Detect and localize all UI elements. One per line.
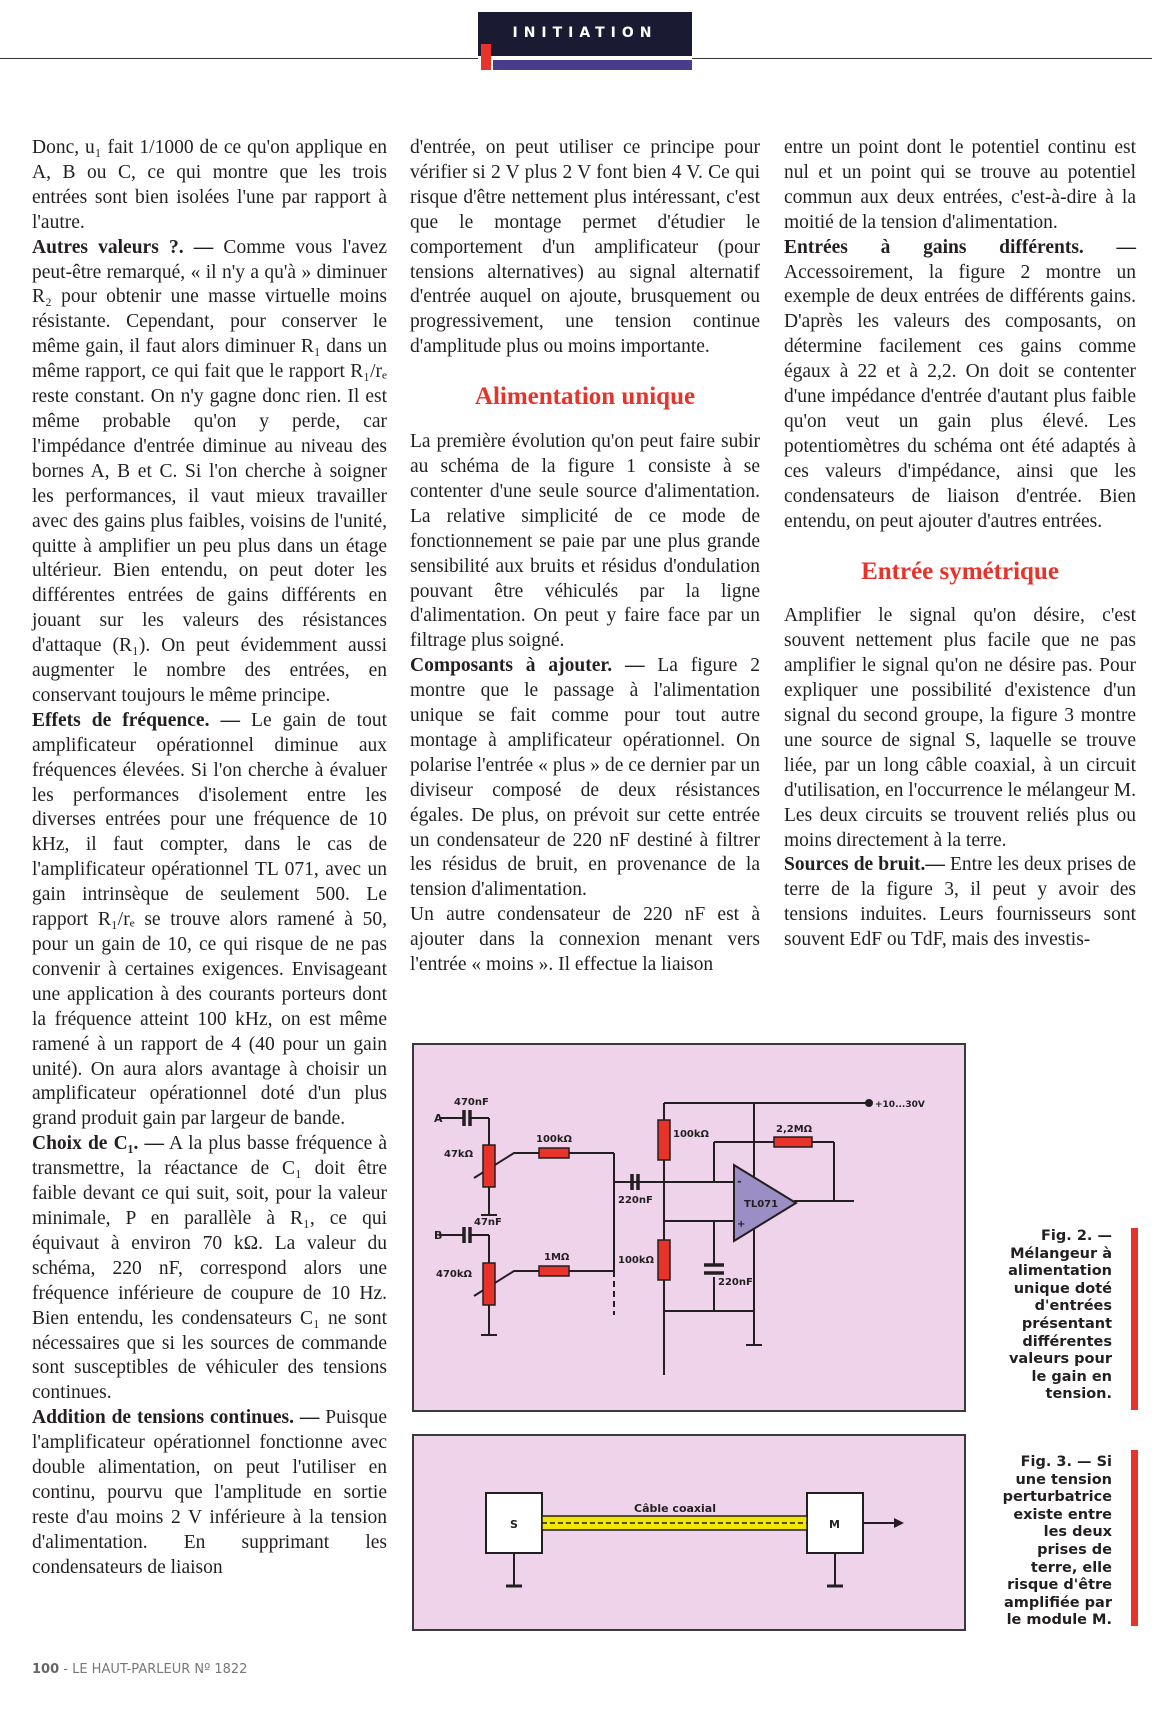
- header-accent-red: [481, 44, 491, 70]
- label-r-top: 100kΩ: [673, 1129, 710, 1140]
- paragraph-lead: Addition de tensions continues. —: [32, 1407, 320, 1429]
- paragraph-lead: Sources de bruit.—: [784, 854, 945, 876]
- paragraph-lead: Composants à ajouter. —: [410, 655, 645, 677]
- figure-2-schematic: [412, 1043, 966, 1412]
- label-input-a: A: [434, 1112, 443, 1125]
- paragraph-lead: Autres valeurs ?. —: [32, 236, 214, 258]
- paragraph-text: Le gain de tout amplificateur opérationnel diminue aux fréquences élevées. Si l'on cherche à évaluer les performances d'isolement entre les diverses entrées pour une fréquence de 10 kHz, il faut compter, dans le cas de l'amplificateur opérationnel TL 071, avec un gain intrinsèque de seulement 500. Le rapport R₁/rₑ se trouve alors ramené à 50, pour un gain de 10, ce qui risque de ne pas convenir à certaines exigences. Envisageant une application à des courants porteurs dont la fréquence atteint 100 kHz, on est même ramené à un rapport de 4 (40 pour un gain unité). On aura alors avantage à choisir un amplificateur opérationnel doté d'un plus grand produit gain par largeur de bande.: [32, 709, 387, 1130]
- paragraph: [32, 236, 387, 709]
- label-c-b: 47nF: [474, 1217, 502, 1228]
- resistor-bottom: [658, 1240, 670, 1280]
- paragraph-text: Donc, u₁ fait 1/1000 de ce qu'on applique en A, B ou C, ce qui montre que les trois entrées sont bien isolées l'une par rapport à l'autre.: [32, 137, 387, 233]
- paragraph: [410, 136, 760, 360]
- section-heading: Entrée symétrique: [861, 557, 1059, 585]
- label-c-a: 470nF: [454, 1097, 489, 1108]
- paragraph-text: Puisque l'amplificateur opérationnel fonctionne avec double alimentation, on peut l'utiliser en continu, pourvu que l'amplitude en sortie reste d'au moins 2 V inférieure à la tension d'alimentation. En supprimant les condensateurs de liaison: [32, 1407, 387, 1578]
- paragraph: [410, 430, 760, 654]
- resistor-top: [658, 1120, 670, 1160]
- label-c-couple: 220nF: [618, 1195, 653, 1206]
- figure-3-caption: Fig. 3. — Si une tension perturbatrice existe entre les deux prises de terre, elle risque d'être amplifiée par le module M.: [1002, 1454, 1112, 1629]
- label-r-feedback: 2,2MΩ: [776, 1124, 813, 1135]
- paragraph-text: Comme vous l'avez peut-être remarqué, « il n'y a qu'à » diminuer R₂ pour obtenir une masse virtuelle moins résistante. Cependant, pour conserver le même gain, il faut alors diminuer R₁ dans un même rapport, ce qui fait que le rapport R₁/rₑ reste constant. On n'y gagne donc rien. Il est même probable qu'on y perde, car l'impédance d'entrée diminue au niveau des bornes A, B et C. Si l'on cherche à soigner les performances, il vaut mieux travailler avec des gains plus faibles, voisins de l'unité, quitte à amplifier un peu plus dans un étage ultérieur. Bien entendu, on peut doter les différentes entrées de gains différents en jouant sur les valeurs des résistances d'attaque (R₁). On peut évidemment aussi augmenter le nombre des entrées, en conservant toujours le même principe.: [32, 236, 387, 706]
- label-pot-b: 470kΩ: [436, 1269, 473, 1280]
- paragraph: [784, 853, 1136, 953]
- resistor-feedback: [774, 1137, 812, 1147]
- paragraph: [784, 136, 1136, 236]
- label-r-bottom: 100kΩ: [618, 1255, 655, 1266]
- figure-2-caption: Fig. 2. — Mélangeur à alimentation unique doté d'entrées présentant différentes valeurs pour le gain en tension.: [1008, 1228, 1112, 1403]
- paragraph-text: Accessoirement, la figure 2 montre un exemple de deux entrées de différents gains. D'après les valeurs des composants, on détermine facilement ces gains comme égaux à 22 et à 2,2. On doit se contenter d'une impédance d'entrée d'autant plus faible qu'on veut un gain plus élevé. Les potentiomètres du schéma ont été adaptés à ces valeurs d'impédance, ainsi que les condensateurs de liaison d'entrée. Bien entendu, on peut ajouter d'autres entrées.: [784, 261, 1136, 532]
- paragraph-text: Entre les deux prises de terre de la figure 3, il peut y avoir des tensions induites. Leurs fournisseurs sont souvent EdF ou TdF, mais des investis-: [784, 854, 1136, 951]
- article-column-2: [410, 136, 760, 978]
- label-supply: +10...30V: [875, 1100, 925, 1110]
- paragraph: [784, 236, 1136, 535]
- label-c-filter: 220nF: [718, 1277, 753, 1288]
- section-heading: Alimentation unique: [474, 383, 696, 411]
- paragraph-text: A la plus basse fréquence à transmettre, la réactance de C₁ doit être faible devant ce qui suit, soit, pour la valeur minimale, P en parallèle à R₁, ce qui équivaut à environ 70 kΩ. La valeur du schéma, 220 nF, correspond alors une fréquence inférieure de coupure de 10 Hz. Bien entendu, les condensateurs C₁ ne sont nécessaires que si les sources de commande sont susceptibles de véhiculer des tensions continues.: [32, 1133, 387, 1404]
- resistor-b: [539, 1266, 569, 1276]
- figure-2-caption-bar: [1131, 1228, 1138, 1410]
- label-minus: -: [737, 1175, 742, 1188]
- paragraph: [32, 1406, 387, 1580]
- page-number: 100: [32, 1662, 60, 1677]
- figure-3-svg: [414, 1436, 964, 1629]
- paragraph-text: d'entrée, on peut utiliser ce principe pour vérifier si 2 V plus 2 V font bien 4 V. Ce qui risque d'être nettement plus intéressant, c'est que le montage permet d'étudier le comportement d'un amplificateur (pour tensions alternatives) au signal alternatif d'entrée auquel on ajoute, brusquement ou progressivement, une tension continue d'amplitude plus ou moins importante.: [410, 137, 760, 358]
- paragraph-text: La figure 2 montre que le passage à l'alimentation unique se fait comme pour tout autre montage à amplificateur opérationnel. On polarise l'entrée « plus » de ce dernier par un diviseur composé de deux résistances égales. De plus, on prévoit sur cette entrée un condensateur de 220 nF destiné à filtrer les résidus de bruit, en provenance de la tension d'alimentation.: [410, 655, 760, 901]
- paragraph-text: Amplifier le signal qu'on désire, c'est souvent nettement plus facile que ne pas amplifier le signal qu'on ne désire pas. Pour expliquer une possibilité d'existence d'un signal du second groupe, la figure 3 montre une source de signal S, laquelle se trouve liée, par un long câble coaxial, à un circuit d'utilisation, en l'occurrence le mélangeur M. Les deux circuits se trouvent reliés plus ou moins directement à la terre.: [784, 605, 1136, 851]
- label-pot-a: 47kΩ: [444, 1149, 474, 1160]
- label-plus: +: [737, 1219, 746, 1230]
- paragraph: [32, 136, 387, 236]
- paragraph: [32, 709, 387, 1132]
- article-column-3: [784, 136, 1136, 953]
- paragraph: [410, 903, 760, 978]
- paragraph-lead: Entrées à gains différents. —: [784, 236, 1136, 258]
- resistor-a: [539, 1148, 569, 1158]
- supply-terminal: [866, 1100, 872, 1106]
- header-rule-left: [0, 58, 478, 59]
- paragraph-text: Un autre condensateur de 220 nF est à ajouter dans la connexion menant vers l'entrée « moins ». Il effectue la liaison: [410, 904, 760, 976]
- paragraph-text: La première évolution qu'on peut faire subir au schéma de la figure 1 consiste à se contenter d'une seule source d'alimentation. La relative simplicité de ce mode de fonctionnement se paie par une plus grande sensibilité aux bruits et résidus d'ondulation pouvant être véhiculés par la ligne d'alimentation. On peut y faire face par un filtrage plus soigné.: [410, 431, 760, 652]
- figure-3-schematic: [412, 1434, 966, 1631]
- page-footer: [32, 1662, 247, 1677]
- figure-2-svg: [414, 1045, 964, 1410]
- label-source: S: [510, 1518, 518, 1531]
- paragraph-lead: Effets de fréquence. —: [32, 709, 240, 731]
- label-r-b: 1MΩ: [544, 1252, 570, 1263]
- label-opamp: TL071: [744, 1199, 779, 1210]
- section-title: INITIATION: [512, 25, 658, 41]
- label-mixer: M: [829, 1518, 840, 1531]
- paragraph-text: entre un point dont le potentiel continu est nul et un point qui se trouve au potentiel commun aux deux entrées, c'est-à-dire à la moitié de la tension d'alimentation.: [784, 137, 1136, 233]
- figure-3-caption-bar: [1131, 1450, 1138, 1626]
- header-accent-purple: [493, 60, 692, 70]
- pot-b: [483, 1263, 495, 1305]
- article-column-1: [32, 136, 387, 1581]
- label-r-a: 100kΩ: [536, 1134, 573, 1145]
- label-cable: Câble coaxial: [634, 1502, 716, 1515]
- header-rule-right: [692, 58, 1152, 59]
- section-header: [478, 12, 692, 56]
- label-input-b: B: [434, 1229, 443, 1242]
- publication-name: - LE HAUT-PARLEUR Nº 1822: [59, 1662, 248, 1677]
- paragraph: [32, 1132, 387, 1406]
- paragraph-lead: Choix de C₁. —: [32, 1133, 165, 1155]
- paragraph: [784, 604, 1136, 853]
- paragraph: [410, 654, 760, 903]
- pot-a: [483, 1145, 495, 1187]
